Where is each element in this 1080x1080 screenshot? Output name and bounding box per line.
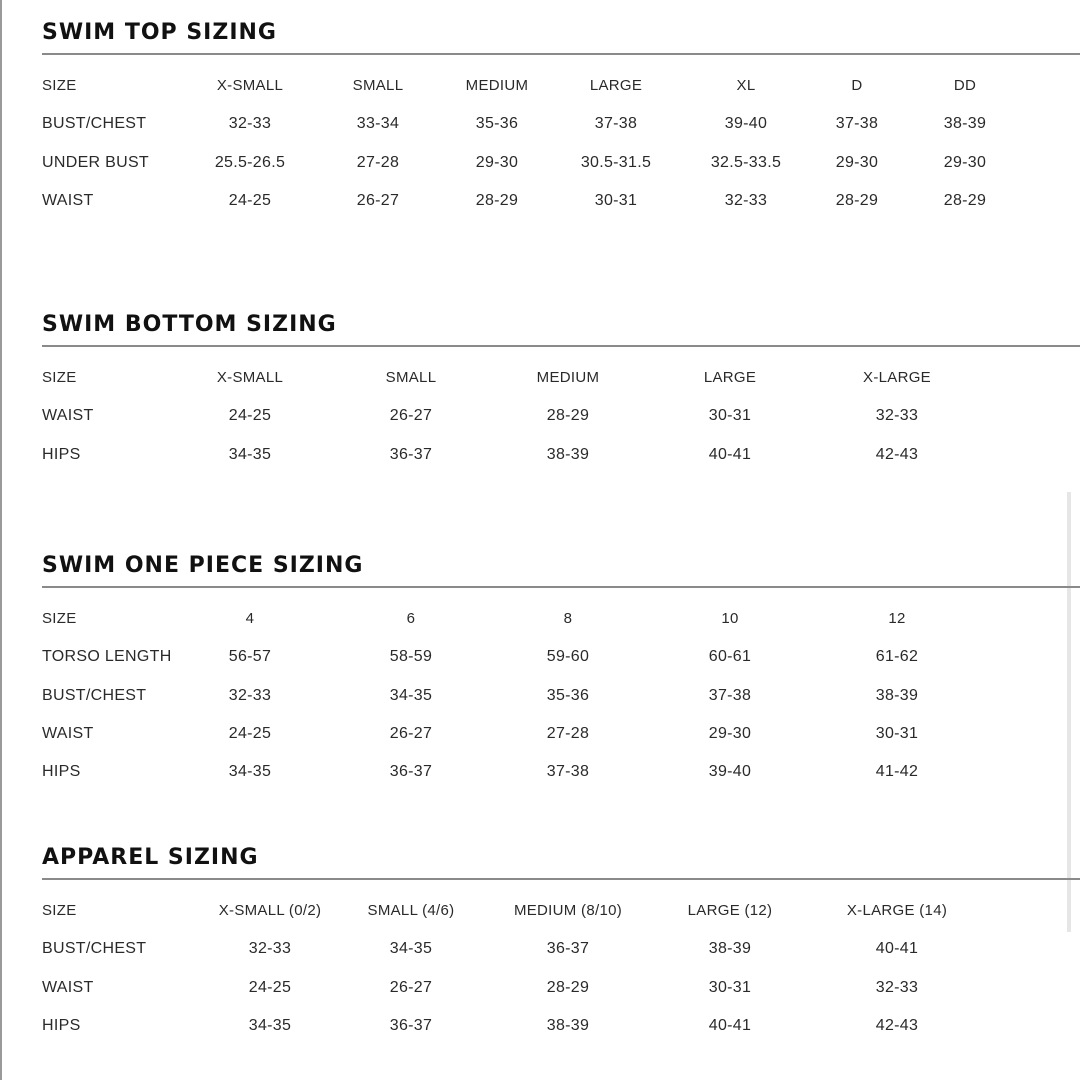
table-cell: 38-39	[546, 446, 590, 463]
table-cell: 37-38	[835, 115, 879, 132]
header-row	[42, 77, 1080, 101]
row-label: HIPS	[42, 1017, 81, 1034]
column-header: LARGE	[589, 77, 643, 94]
table-cell: 40-41	[875, 940, 919, 957]
table-cell: 35-36	[546, 687, 590, 704]
table-cell: 41-42	[875, 763, 919, 780]
table-row	[42, 979, 1080, 1003]
table-cell: 34-35	[389, 687, 433, 704]
table-row	[42, 725, 1080, 749]
apparel-sizing-table	[42, 845, 1080, 1055]
column-header: DD	[953, 77, 977, 94]
header-row	[42, 902, 1080, 926]
column-header: SMALL (4/6)	[367, 902, 455, 919]
row-label: HIPS	[42, 763, 81, 780]
column-header: X-LARGE (14)	[846, 902, 948, 919]
table-cell: 42-43	[875, 1017, 919, 1034]
table-cell: 36-37	[389, 446, 433, 463]
table-cell: 36-37	[389, 1017, 433, 1034]
column-header: SMALL	[385, 369, 437, 386]
table-cell: 58-59	[389, 648, 433, 665]
table-cell: 30-31	[875, 725, 919, 742]
table-cell: 28-29	[546, 979, 590, 996]
table-cell: 37-38	[546, 763, 590, 780]
row-label: SIZE	[42, 902, 77, 919]
column-header: 12	[888, 610, 906, 627]
row-label: HIPS	[42, 446, 81, 463]
table-cell: 32-33	[875, 979, 919, 996]
swim-one-piece-sizing-table	[42, 553, 1080, 802]
column-header: LARGE (12)	[687, 902, 773, 919]
section-divider	[42, 345, 1080, 347]
table-cell: 38-39	[708, 940, 752, 957]
column-header: MEDIUM	[536, 369, 600, 386]
section-divider	[42, 53, 1080, 55]
table-row	[42, 154, 1080, 178]
row-label: WAIST	[42, 979, 94, 996]
row-label: SIZE	[42, 610, 77, 627]
column-header: D	[851, 77, 863, 94]
table-cell: 25.5-26.5	[214, 154, 286, 171]
table-cell: 24-25	[228, 407, 272, 424]
row-label: UNDER BUST	[42, 154, 150, 171]
swim-top-sizing-table	[42, 20, 1080, 230]
row-label: WAIST	[42, 192, 94, 209]
section-title: SWIM ONE PIECE SIZING	[42, 553, 364, 578]
column-header: X-SMALL	[216, 369, 284, 386]
table-cell: 60-61	[708, 648, 752, 665]
row-label: BUST/CHEST	[42, 940, 147, 957]
table-row	[42, 446, 1080, 470]
row-label: TORSO LENGTH	[42, 648, 172, 665]
table-cell: 32-33	[875, 407, 919, 424]
swim-bottom-sizing-table	[42, 312, 1080, 484]
table-cell: 32.5-33.5	[710, 154, 782, 171]
table-cell: 38-39	[546, 1017, 590, 1034]
column-header: X-SMALL (0/2)	[218, 902, 322, 919]
table-row	[42, 648, 1080, 672]
table-cell: 28-29	[835, 192, 879, 209]
row-label: BUST/CHEST	[42, 687, 147, 704]
table-cell: 32-33	[228, 115, 272, 132]
table-cell: 26-27	[389, 407, 433, 424]
table-row	[42, 115, 1080, 139]
row-label: SIZE	[42, 77, 77, 94]
section-title: SWIM BOTTOM SIZING	[42, 312, 337, 337]
table-cell: 30-31	[594, 192, 638, 209]
table-cell: 27-28	[546, 725, 590, 742]
column-header: 4	[245, 610, 255, 627]
table-cell: 38-39	[943, 115, 987, 132]
table-cell: 28-29	[943, 192, 987, 209]
column-header: 10	[721, 610, 739, 627]
table-cell: 26-27	[389, 979, 433, 996]
table-cell: 39-40	[724, 115, 768, 132]
table-row	[42, 940, 1080, 964]
table-cell: 24-25	[228, 725, 272, 742]
table-cell: 29-30	[835, 154, 879, 171]
column-header: MEDIUM (8/10)	[513, 902, 623, 919]
table-cell: 39-40	[708, 763, 752, 780]
row-label: SIZE	[42, 369, 77, 386]
table-cell: 32-33	[228, 687, 272, 704]
column-header: X-SMALL	[216, 77, 284, 94]
column-header: 8	[563, 610, 573, 627]
table-cell: 34-35	[228, 763, 272, 780]
table-cell: 24-25	[228, 192, 272, 209]
table-row	[42, 1017, 1080, 1041]
table-cell: 40-41	[708, 1017, 752, 1034]
table-cell: 26-27	[389, 725, 433, 742]
row-label: WAIST	[42, 725, 94, 742]
table-cell: 37-38	[708, 687, 752, 704]
table-cell: 59-60	[546, 648, 590, 665]
table-cell: 30.5-31.5	[580, 154, 652, 171]
table-cell: 36-37	[546, 940, 590, 957]
section-title: SWIM TOP SIZING	[42, 20, 277, 45]
table-row	[42, 192, 1080, 216]
table-cell: 34-35	[228, 446, 272, 463]
table-cell: 42-43	[875, 446, 919, 463]
page-left-border	[0, 0, 2, 1080]
table-row	[42, 407, 1080, 431]
table-cell: 61-62	[875, 648, 919, 665]
table-cell: 33-34	[356, 115, 400, 132]
section-title: APPAREL SIZING	[42, 845, 259, 870]
table-cell: 56-57	[228, 648, 272, 665]
table-cell: 30-31	[708, 979, 752, 996]
column-header: XL	[736, 77, 756, 94]
table-cell: 35-36	[475, 115, 519, 132]
table-cell: 34-35	[248, 1017, 292, 1034]
row-label: BUST/CHEST	[42, 115, 147, 132]
header-row	[42, 369, 1080, 393]
column-header: LARGE	[703, 369, 757, 386]
column-header: X-LARGE	[863, 369, 931, 386]
table-cell: 38-39	[875, 687, 919, 704]
table-cell: 32-33	[248, 940, 292, 957]
table-cell: 27-28	[356, 154, 400, 171]
table-cell: 36-37	[389, 763, 433, 780]
section-divider	[42, 878, 1080, 880]
table-cell: 40-41	[708, 446, 752, 463]
table-cell: 32-33	[724, 192, 768, 209]
table-cell: 29-30	[475, 154, 519, 171]
column-header: SMALL	[352, 77, 404, 94]
table-cell: 26-27	[356, 192, 400, 209]
table-cell: 24-25	[248, 979, 292, 996]
column-header: 6	[406, 610, 416, 627]
table-row	[42, 687, 1080, 711]
table-cell: 34-35	[389, 940, 433, 957]
table-cell: 28-29	[546, 407, 590, 424]
row-label: WAIST	[42, 407, 94, 424]
table-cell: 30-31	[708, 407, 752, 424]
table-cell: 28-29	[475, 192, 519, 209]
table-row	[42, 763, 1080, 787]
header-row	[42, 610, 1080, 634]
column-header: MEDIUM	[465, 77, 529, 94]
table-cell: 29-30	[943, 154, 987, 171]
table-cell: 37-38	[594, 115, 638, 132]
section-divider	[42, 586, 1080, 588]
table-cell: 29-30	[708, 725, 752, 742]
